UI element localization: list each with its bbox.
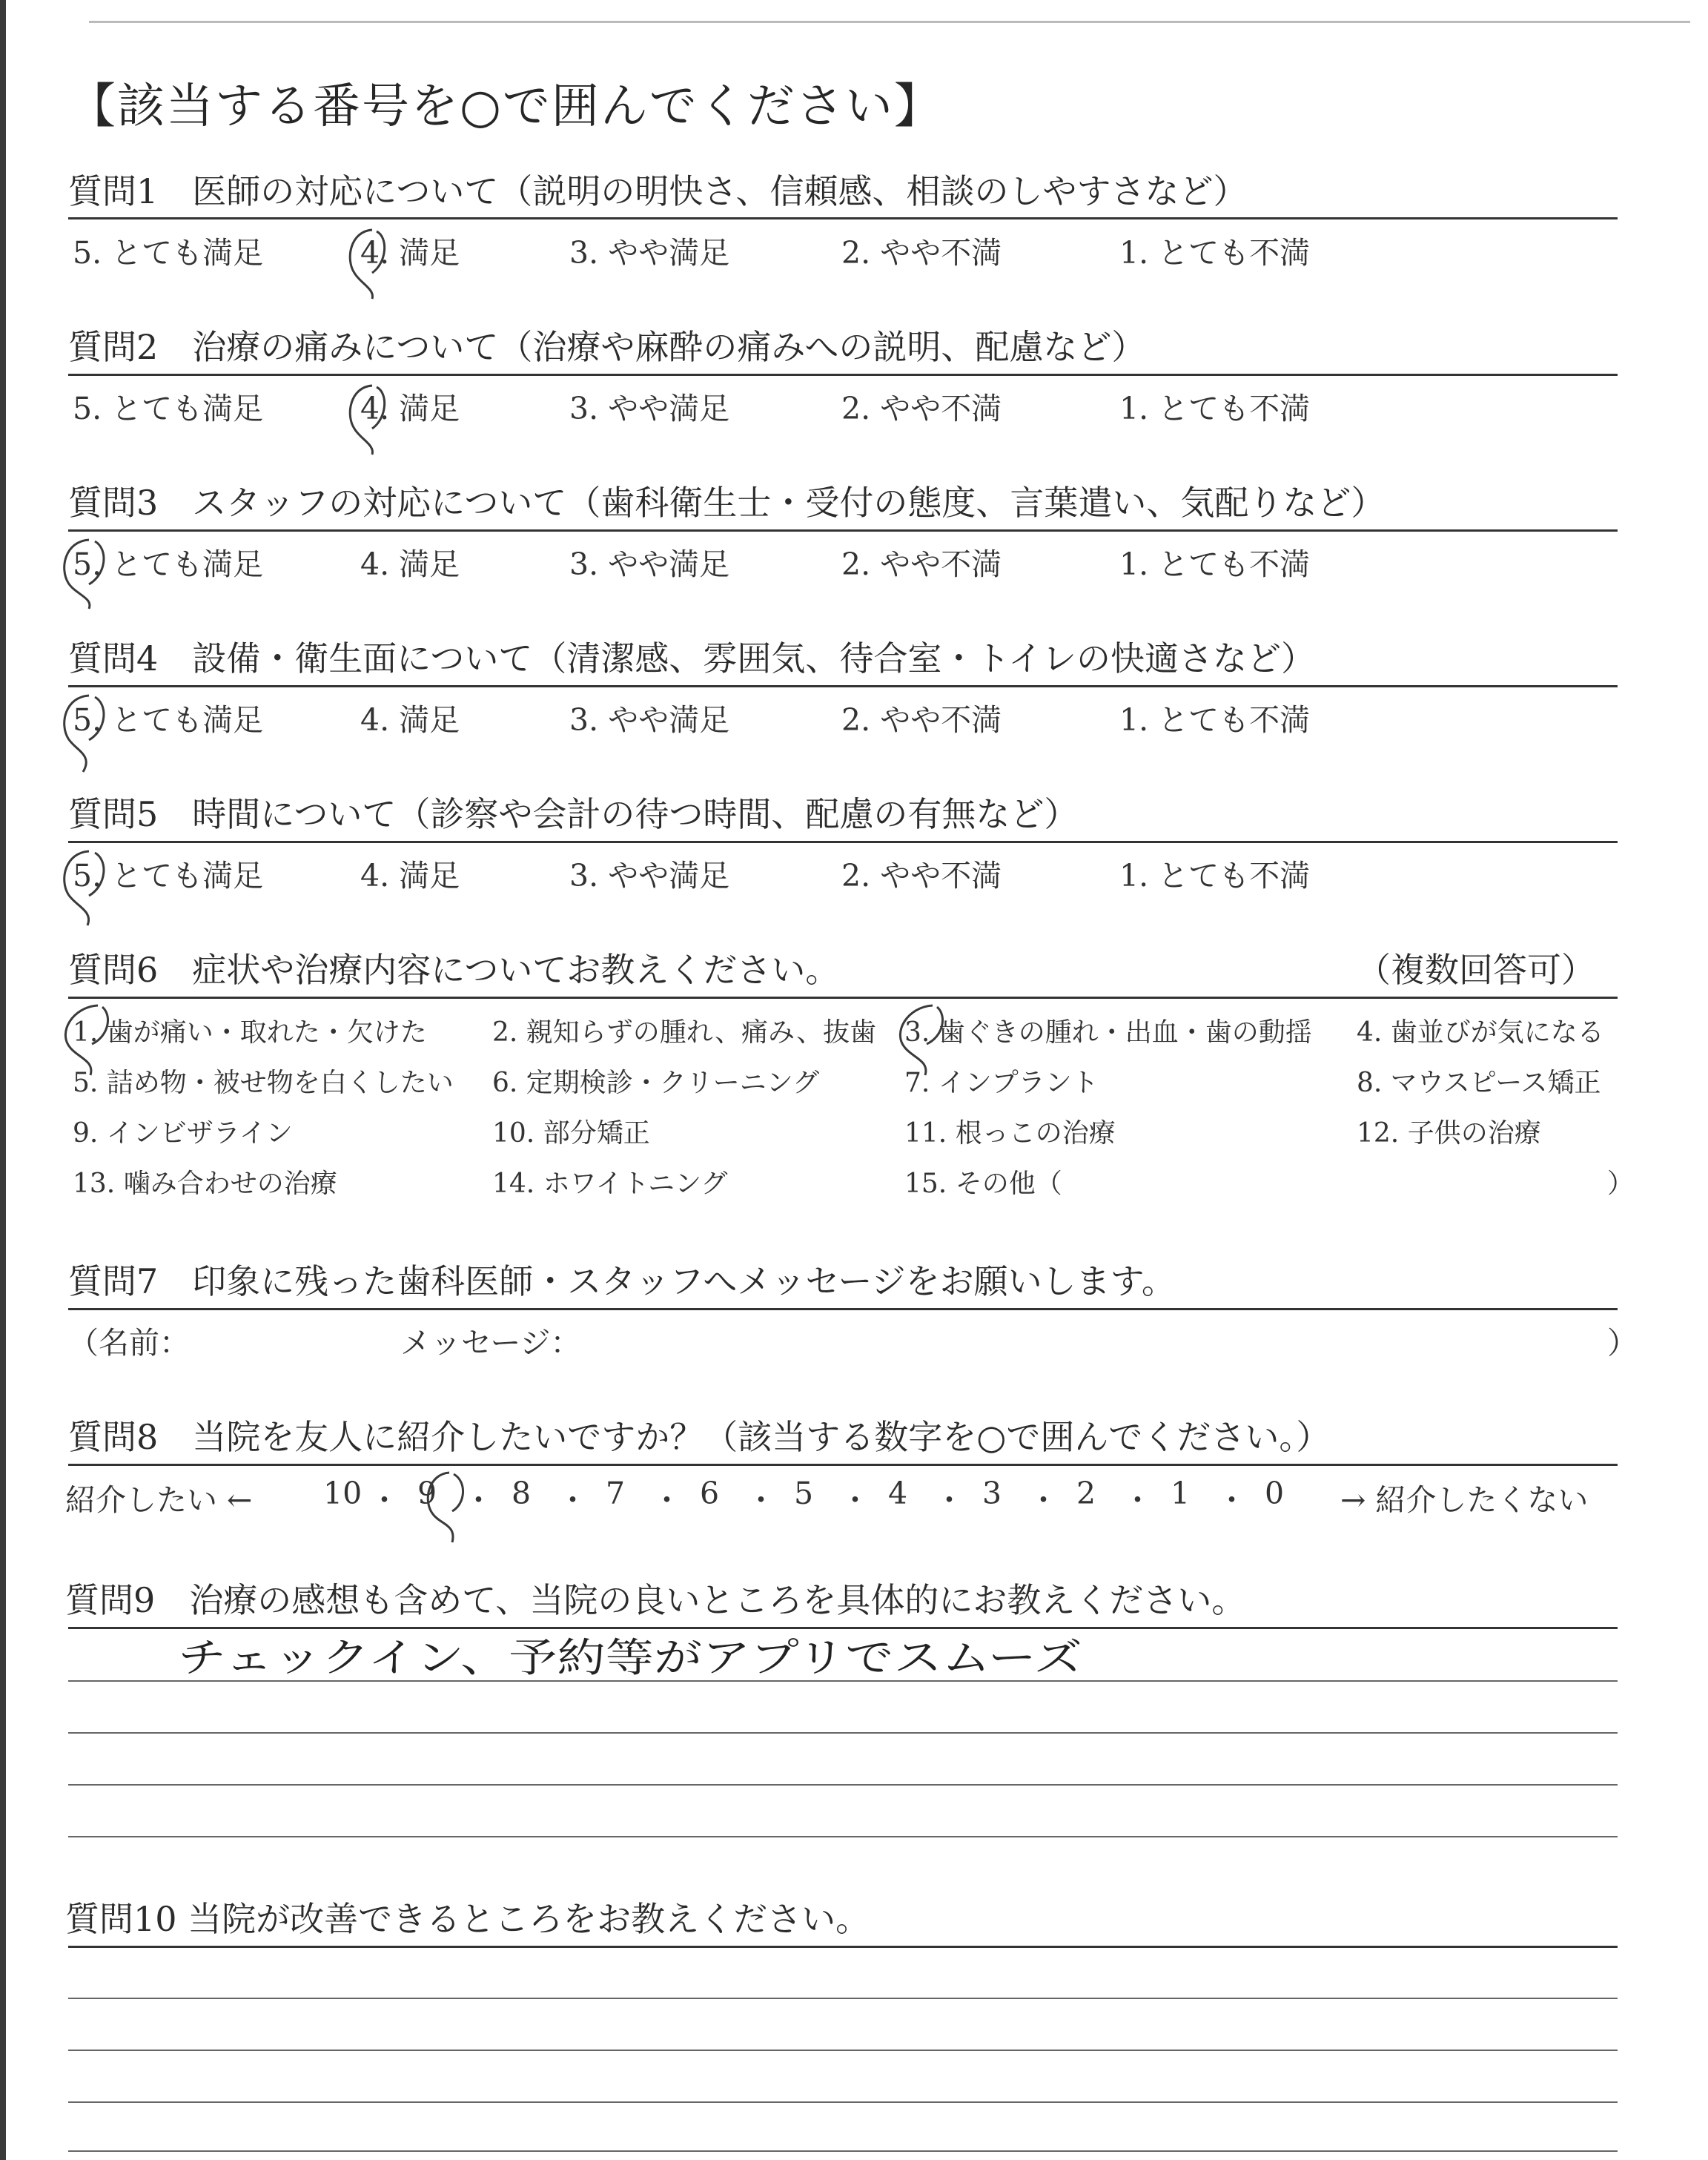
q5-option-1[interactable]: 1. とても不満 bbox=[1119, 858, 1311, 894]
q8-rule bbox=[68, 1464, 1618, 1466]
q6-item-6[interactable]: 6. 定期検診・クリーニング bbox=[492, 1068, 820, 1098]
q10-answer-line bbox=[68, 1998, 1618, 1999]
q5-rule bbox=[68, 841, 1618, 843]
q6-item-1[interactable]: 1. 歯が痛い・取れた・欠けた bbox=[73, 1017, 427, 1048]
q8-scale-separator: ・ bbox=[652, 1482, 682, 1518]
q1-title: 質問1 医師の対応について（説明の明快さ、信頼感、相談のしやすさなど） bbox=[68, 171, 1248, 211]
q8-scale-2[interactable]: 2 bbox=[1076, 1476, 1096, 1511]
q6-item-3[interactable]: 3. 歯ぐきの腫れ・出血・歯の動揺 bbox=[904, 1017, 1312, 1048]
q10-title: 質問10 当院が改善できるところをお教えください。 bbox=[65, 1899, 870, 1939]
q3-option-3[interactable]: 3. やや満足 bbox=[569, 546, 730, 582]
q2-title: 質問2 治療の痛みについて（治療や麻酔の痛みへの説明、配慮など） bbox=[68, 327, 1146, 367]
q8-scale-8[interactable]: 8 bbox=[512, 1476, 532, 1511]
q3-option-5[interactable]: 5. とても満足 bbox=[73, 546, 264, 582]
q8-scale-separator: ・ bbox=[1217, 1482, 1247, 1518]
scan-edge-top bbox=[89, 21, 1690, 23]
q1-option-5[interactable]: 5. とても満足 bbox=[73, 235, 264, 271]
q4-title: 質問4 設備・衛生面について（清潔感、雰囲気、待合室・トイレの快適さなど） bbox=[68, 638, 1316, 678]
q4-option-1[interactable]: 1. とても不満 bbox=[1119, 702, 1311, 738]
q7-message-label: メッセージ： bbox=[400, 1325, 581, 1361]
q3-title: 質問3 スタッフの対応について（歯科衛生士・受付の態度、言葉遣い、気配りなど） bbox=[68, 483, 1386, 523]
q7-rule bbox=[68, 1308, 1618, 1310]
q8-scale-separator: ・ bbox=[1028, 1482, 1059, 1518]
q5-option-3[interactable]: 3. やや満足 bbox=[569, 858, 730, 894]
q8-scale-separator: ・ bbox=[746, 1482, 776, 1518]
q8-scale-separator: ・ bbox=[934, 1482, 964, 1518]
q10-answer-line bbox=[68, 2150, 1618, 2152]
q8-scale-separator: ・ bbox=[840, 1482, 870, 1518]
q9-rule bbox=[68, 1627, 1618, 1629]
q4-option-2[interactable]: 2. やや不満 bbox=[841, 702, 1002, 738]
q2-rule bbox=[68, 374, 1618, 376]
q6-item-4[interactable]: 4. 歯並びが気になる bbox=[1357, 1017, 1604, 1048]
q5-option-2[interactable]: 2. やや不満 bbox=[841, 858, 1002, 894]
q1-circle-mark bbox=[342, 221, 402, 303]
q2-option-5[interactable]: 5. とても満足 bbox=[73, 391, 264, 426]
q8-scale-9[interactable]: 9 bbox=[417, 1476, 437, 1511]
q6-item-2[interactable]: 2. 親知らずの腫れ、痛み、抜歯 bbox=[492, 1017, 877, 1048]
q6-item-8[interactable]: 8. マウスピース矯正 bbox=[1357, 1068, 1601, 1098]
q6-note: （複数回答可） bbox=[1357, 950, 1595, 990]
svg-text:チェックイン、予約等がアプリでスムーズ: チェックイン、予約等がアプリでスムーズ bbox=[178, 1634, 1082, 1681]
q6-title: 質問6 症状や治療内容についてお教えください。 bbox=[68, 950, 840, 990]
q1-option-4[interactable]: 4. 満足 bbox=[360, 235, 460, 271]
q6-item-15[interactable]: 15. その他（ bbox=[904, 1169, 1062, 1199]
q7-name-label: （名前： bbox=[68, 1325, 190, 1361]
q8-scale-4[interactable]: 4 bbox=[888, 1476, 908, 1511]
q5-option-4[interactable]: 4. 満足 bbox=[360, 858, 460, 894]
q8-scale-separator: ・ bbox=[463, 1482, 494, 1518]
q6-item-5[interactable]: 5. 詰め物・被せ物を白くしたい bbox=[73, 1068, 454, 1098]
q8-scale-separator: ・ bbox=[369, 1482, 400, 1518]
q3-circle-mark bbox=[53, 531, 120, 612]
q8-circle-mark bbox=[420, 1465, 479, 1547]
q6-item-9[interactable]: 9. インビザライン bbox=[73, 1118, 293, 1149]
q4-option-4[interactable]: 4. 満足 bbox=[360, 702, 460, 738]
q3-rule bbox=[68, 529, 1618, 532]
q8-scale-separator: ・ bbox=[557, 1482, 588, 1518]
q9-answer-line bbox=[68, 1836, 1618, 1837]
q8-scale-5[interactable]: 5 bbox=[794, 1476, 814, 1511]
q2-option-2[interactable]: 2. やや不満 bbox=[841, 391, 1002, 426]
q4-option-3[interactable]: 3. やや満足 bbox=[569, 702, 730, 738]
q3-option-1[interactable]: 1. とても不満 bbox=[1119, 546, 1311, 582]
q10-answer-line bbox=[68, 2050, 1618, 2051]
q8-right-label: → 紹介したくない bbox=[1340, 1482, 1589, 1518]
q8-left-label: 紹介したい ← bbox=[65, 1482, 253, 1518]
q6-item-11[interactable]: 11. 根っこの治療 bbox=[904, 1118, 1116, 1149]
q5-circle-mark bbox=[53, 842, 120, 931]
q1-option-1[interactable]: 1. とても不満 bbox=[1119, 235, 1311, 271]
q1-option-3[interactable]: 3. やや満足 bbox=[569, 235, 730, 271]
q4-rule bbox=[68, 685, 1618, 687]
scan-edge bbox=[0, 0, 6, 2160]
q6-item-3-circle-mark bbox=[888, 998, 955, 1080]
q8-scale-3[interactable]: 3 bbox=[982, 1476, 1002, 1511]
q8-scale-separator: ・ bbox=[1122, 1482, 1153, 1518]
q7-title: 質問7 印象に残った歯科医師・スタッフへメッセージをお願いします。 bbox=[68, 1261, 1176, 1301]
q8-scale-1[interactable]: 1 bbox=[1171, 1476, 1191, 1511]
q4-circle-mark bbox=[53, 687, 120, 776]
q3-option-4[interactable]: 4. 満足 bbox=[360, 546, 460, 582]
q2-circle-mark bbox=[342, 377, 402, 458]
q5-option-5[interactable]: 5. とても満足 bbox=[73, 858, 264, 894]
q2-option-3[interactable]: 3. やや満足 bbox=[569, 391, 730, 426]
q6-item-12[interactable]: 12. 子供の治療 bbox=[1357, 1118, 1541, 1149]
q6-item-14[interactable]: 14. ホワイトニング bbox=[492, 1169, 728, 1199]
q8-scale-0[interactable]: 0 bbox=[1265, 1476, 1285, 1511]
q10-rule bbox=[68, 1946, 1618, 1948]
q6-item-7[interactable]: 7. インプラント bbox=[904, 1068, 1099, 1098]
page-title: 【該当する番号を○で囲んでください】 bbox=[68, 79, 943, 134]
q9-title: 質問9 治療の感想も含めて、当院の良いところを具体的にお教えください。 bbox=[65, 1580, 1246, 1620]
q9-answer-line bbox=[68, 1784, 1618, 1786]
q8-scale-6[interactable]: 6 bbox=[700, 1476, 720, 1511]
q7-close: ） bbox=[1607, 1325, 1638, 1361]
q10-answer-line bbox=[68, 2101, 1618, 2103]
q2-option-1[interactable]: 1. とても不満 bbox=[1119, 391, 1311, 426]
q8-scale-10[interactable]: 10 bbox=[323, 1476, 363, 1511]
q2-option-4[interactable]: 4. 満足 bbox=[360, 391, 460, 426]
q1-rule bbox=[68, 217, 1618, 219]
q1-option-2[interactable]: 2. やや不満 bbox=[841, 235, 1002, 271]
q6-item-13[interactable]: 13. 噛み合わせの治療 bbox=[73, 1169, 337, 1199]
q3-option-2[interactable]: 2. やや不満 bbox=[841, 546, 1002, 582]
q6-other-close: ） bbox=[1607, 1169, 1635, 1199]
q6-item-1-circle-mark bbox=[53, 998, 120, 1080]
q9-answer-line bbox=[68, 1732, 1618, 1734]
q5-title: 質問5 時間について（診察や会計の待つ時間、配慮の有無など） bbox=[68, 794, 1079, 834]
q4-option-5[interactable]: 5. とても満足 bbox=[73, 702, 264, 738]
q8-scale-7[interactable]: 7 bbox=[606, 1476, 626, 1511]
q6-item-10[interactable]: 10. 部分矯正 bbox=[492, 1118, 650, 1149]
q6-rule bbox=[68, 997, 1618, 999]
q8-title: 質問8 当院を友人に紹介したいですか？（該当する数字を○で囲んでください。） bbox=[68, 1417, 1331, 1457]
q9-answer[interactable] bbox=[178, 1630, 1090, 1689]
